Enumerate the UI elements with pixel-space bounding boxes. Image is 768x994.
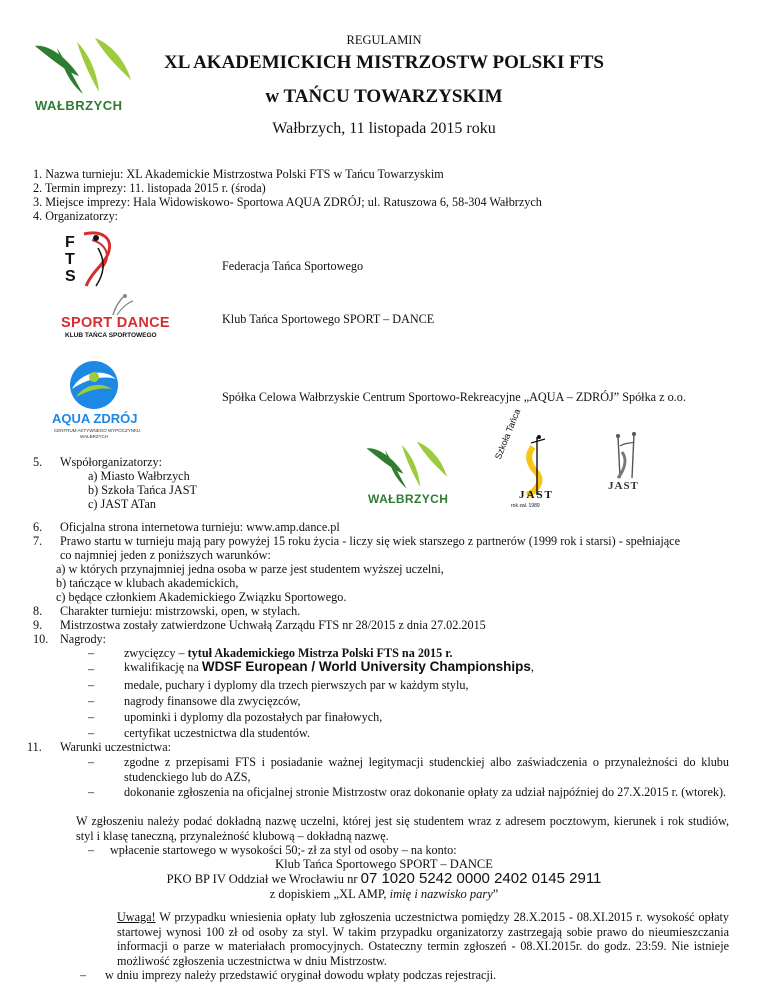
rule-eligibility-b: b) tańczące w klubach akademickich,	[56, 576, 239, 590]
sport-dance-dancers-icon	[55, 293, 165, 317]
walbrzych-logo-mark	[27, 36, 137, 98]
coorganizer-city: a) Miasto Wałbrzych	[88, 469, 190, 483]
fts-letter-t: T	[65, 251, 75, 268]
aqua-zdroj-logo-city: WAŁBRZYCH	[80, 434, 109, 439]
item-event-venue: 3. Miejsce imprezy: Hala Widowiskowo- Sportowa AQUA ZDRÓJ; ul. Ratuszowa 6, 58-304 Wałbrzych	[33, 195, 542, 209]
sport-dance-logo-text: SPORT DANCE	[61, 315, 170, 331]
rule-10-number: 10.	[33, 632, 49, 646]
award-souvenirs: upominki i dyplomy dla pozostałych par finałowych,	[124, 710, 383, 724]
award-qualification: kwalifikację na WDSF European / World University Championships,	[124, 659, 534, 674]
aqua-zdroj-logo	[50, 359, 150, 443]
aqua-zdroj-logo-subtext: CENTRUM AKTYWNEGO WYPOCZYNKU	[54, 428, 141, 433]
bullet-dash: –	[88, 755, 95, 769]
sport-dance-logo	[55, 293, 170, 343]
organizer-sport-dance: Klub Tańca Sportowego SPORT – DANCE	[222, 312, 435, 326]
coorganizer-jast-school: b) Szkoła Tańca JAST	[88, 483, 197, 497]
condition-payment: wpłacenie startowego w wysokości 50;- zł za styl od osoby – na konto:	[110, 843, 457, 857]
item-tournament-name: 1. Nazwa turnieju: XL Akademickie Mistrzostwa Polski FTS w Tańcu Towarzyskim	[33, 167, 444, 181]
document-title: XL AKADEMICKICH MISTRZOSTW POLSKI FTS	[164, 52, 604, 73]
walbrzych-logo	[27, 36, 137, 118]
condition-registration-details: W zgłoszeniu należy podać dokładną nazwę uczelni, której jest się studentem wraz z adresem pocztowym, kierunek i rok studiów, styl i klasę taneczną, przynależność klubową – dokładną nazwę.	[76, 814, 729, 843]
rule-eligibility-c: c) będące członkiem Akademickiego Związku Sportowego.	[56, 590, 347, 604]
late-registration-notice: Uwaga! W przypadku wniesienia opłaty lub zgłoszenia uczestnictwa pomiędzy 28.X.2015 - 08.XI.2015 r. wysokość opłaty startowej wynosi 100 zł od osoby za styl. W takim przypadku organizatorzy zastrzegają sobie prawo do nieumieszczania informacji o parze w materiałach promocyjnych. Ostateczny termin zgłoszeń - 08.XI.2015r. do godz. 23:59. Nie istnieje możliwość zgłoszenia uczestnictwa w dniu Mistrzostw.	[117, 910, 729, 968]
walbrzych-logo-small-mark	[354, 440, 458, 492]
account-holder: Klub Tańca Sportowego SPORT – DANCE	[275, 857, 493, 871]
coorganizer-jast-atan: c) JAST ATan	[88, 497, 156, 511]
award-title: zwycięzcy – tytuł Akademickiego Mistrza Polski FTS na 2015 r.	[124, 646, 453, 660]
walbrzych-logo-small-text: WAŁBRZYCH	[368, 492, 449, 506]
rule-6-number: 6.	[33, 520, 43, 534]
jast-school-logo-text: JAST	[519, 489, 554, 501]
fts-letter-s: S	[65, 268, 76, 285]
jast-atan-logo	[598, 432, 658, 502]
bullet-dash: –	[88, 646, 95, 660]
jast-school-arc-text: Szkoła Tańca	[493, 407, 523, 461]
bullet-dash: –	[88, 662, 95, 676]
bullet-dash: –	[88, 785, 95, 799]
bullet-dash: –	[88, 726, 95, 740]
rule-official-website: Oficjalna strona internetowa turnieju: www.amp.dance.pl	[60, 520, 340, 534]
rule-11-number: 11.	[27, 740, 42, 754]
bullet-dash: –	[80, 968, 87, 982]
bullet-dash: –	[88, 710, 95, 724]
transfer-note: z dopiskiem „XL AMP, imię i nazwisko pary”	[269, 887, 499, 901]
fts-logo	[62, 228, 124, 290]
rule-eligibility-a: a) w których przynajmniej jedna osoba w parze jest studentem wyższej uczelni,	[56, 562, 444, 576]
award-medals: medale, puchary i dyplomy dla trzech pierwszych par w każdym stylu,	[124, 678, 469, 692]
jast-school-logo	[493, 407, 563, 513]
jast-school-year: rok zał. 1989	[511, 503, 540, 509]
bullet-dash: –	[88, 694, 95, 708]
award-certificate: certyfikat uczestnictwa dla studentów.	[124, 726, 311, 740]
rule-participation-heading: Warunki uczestnictwa:	[60, 740, 172, 754]
document-label: REGULAMIN	[346, 33, 422, 47]
organizer-aqua-zdroj: Spółka Celowa Wałbrzyskie Centrum Sportowo-Rekreacyjne „AQUA – ZDRÓJ” Spółka z o.o.	[222, 390, 686, 404]
rule-8-number: 8.	[33, 604, 43, 618]
jast-atan-logo-text: JAST	[608, 480, 639, 492]
rule-7-number: 7.	[33, 534, 43, 548]
aqua-zdroj-logo-text: AQUA ZDRÓJ	[52, 411, 138, 426]
coorganizers-heading: Współorganizatorzy:	[60, 455, 162, 469]
condition-payment-proof: w dniu imprezy należy przedstawić oryginał dowodu wpłaty podczas rejestracji.	[105, 968, 497, 982]
bullet-dash: –	[88, 678, 95, 692]
rule-approval: Mistrzostwa zostały zatwierdzone Uchwałą Zarządu FTS nr 28/2015 z dnia 27.02.2015	[60, 618, 486, 632]
account-number-line: PKO BP IV Oddział we Wrocławiu nr 07 1020 5242 0000 2402 0145 2911	[166, 870, 602, 887]
walbrzych-logo-text: WAŁBRZYCH	[35, 98, 123, 113]
bullet-dash: –	[88, 843, 95, 857]
condition-registration: dokonanie zgłoszenia na oficjalnej stronie Mistrzostw oraz dokonanie opłaty za udział najpóźniej do 27.X.2015 r. (wtorek).	[124, 785, 727, 799]
aqua-zdroj-swirl-icon	[50, 359, 150, 411]
item-organizers-heading: 4. Organizatorzy:	[33, 209, 119, 223]
coorganizers-number: 5.	[33, 455, 43, 469]
rule-eligibility-cont: co najmniej jeden z poniższych warunków:	[60, 548, 271, 562]
jast-atan-dancers-icon	[598, 432, 658, 484]
condition-fts-rules: zgodne z przepisami FTS i posiadanie ważnej legitymacji studenckiej albo zaświadczenia o przynależności do klubu studenckiego lub do AZS,	[124, 755, 729, 784]
rule-awards-heading: Nagrody:	[60, 632, 107, 646]
event-date-line: Wałbrzych, 11 listopada 2015 roku	[272, 120, 496, 137]
sport-dance-logo-subtext: KLUB TAŃCA SPORTOWEGO	[65, 332, 157, 339]
organizer-fts: Federacja Tańca Sportowego	[222, 259, 364, 273]
rule-tournament-character: Charakter turnieju: mistrzowski, open, w stylach.	[60, 604, 301, 618]
document-subtitle: w TAŃCU TOWARZYSKIM	[265, 86, 503, 107]
walbrzych-logo-small	[354, 440, 458, 512]
fts-letter-f: F	[65, 234, 75, 251]
rule-eligibility: Prawo startu w turnieju mają pary powyżej 15 roku życia - liczy się wiek starszego z partnerów (1999 rok i starsi) - spełniające	[60, 534, 680, 548]
award-prize-money: nagrody finansowe dla zwycięzców,	[124, 694, 301, 708]
item-event-date: 2. Termin imprezy: 11. listopada 2015 r. (środa)	[33, 181, 266, 195]
rule-9-number: 9.	[33, 618, 43, 632]
